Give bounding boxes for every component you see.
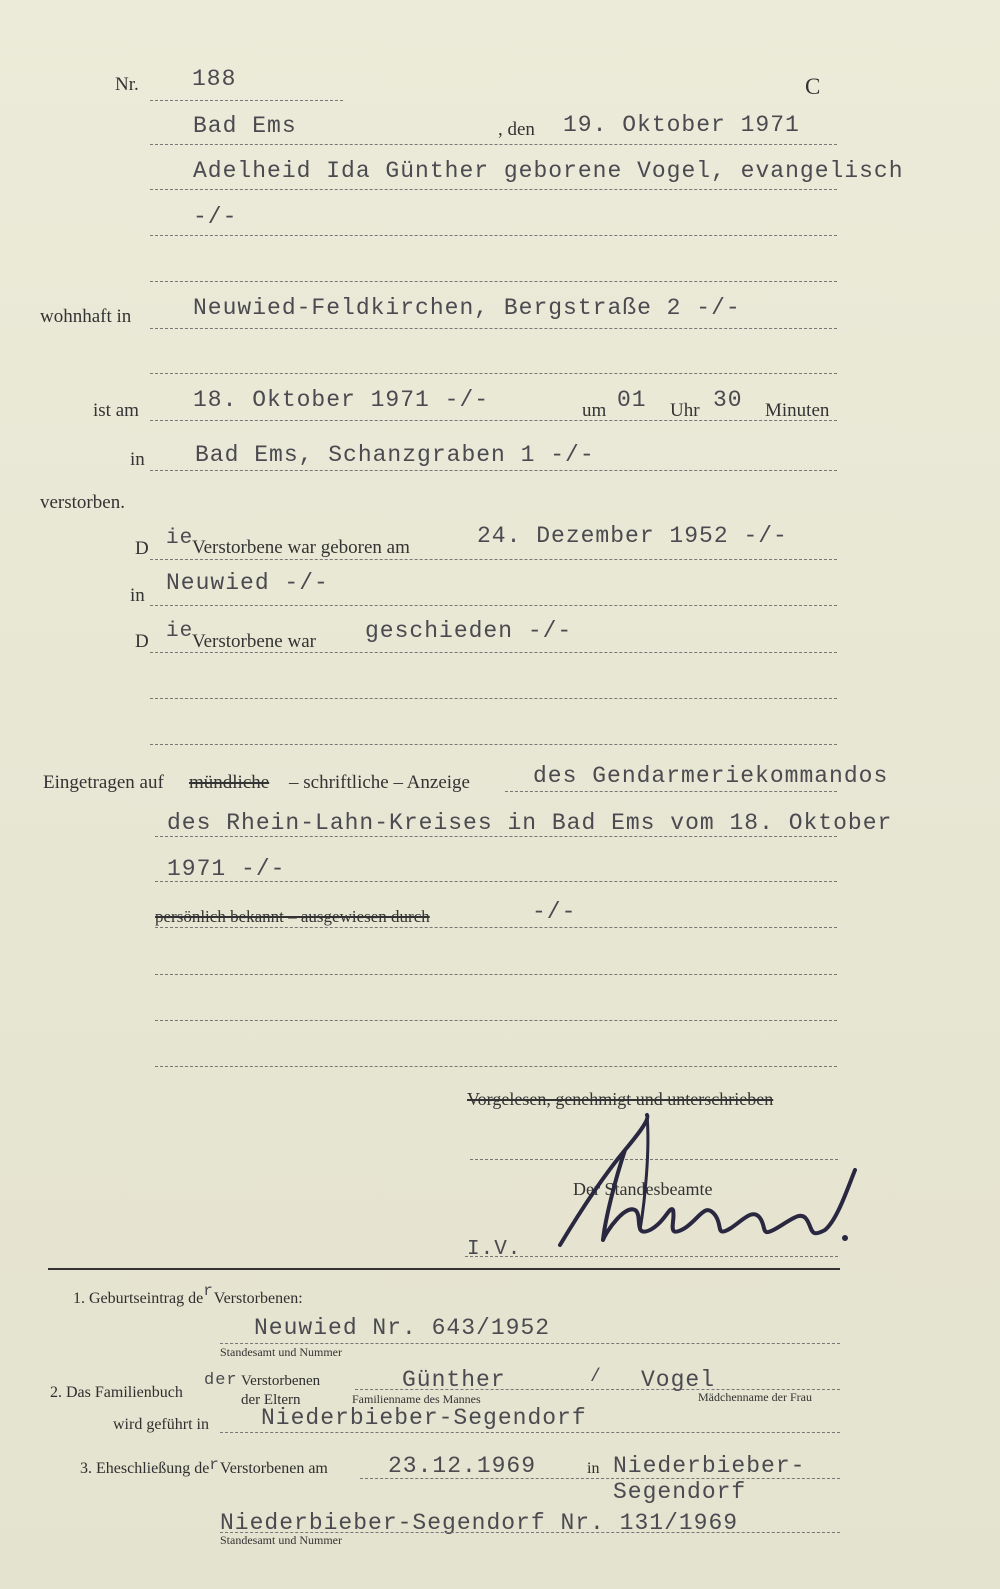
status-line-2 (150, 698, 837, 699)
birth-d-label: D (135, 538, 149, 559)
note-1-line (220, 1343, 840, 1344)
note-1-value: Neuwied Nr. 643/1952 (254, 1315, 551, 1341)
note-3-place-2: Segendorf (613, 1479, 747, 1505)
death-place: Bad Ems, Schanzgraben 1 -/- (195, 442, 595, 468)
note-2-husband: Günther (402, 1367, 506, 1393)
registration-line-1-rule (505, 791, 837, 792)
note-3-label-rest: Verstorbenen am (219, 1460, 328, 1477)
ist-am-label: ist am (93, 400, 139, 421)
birth-in-label: in (130, 585, 145, 606)
registration-label-rest: – schriftliche – Anzeige (289, 772, 470, 793)
note-1-caption: Standesamt und Nummer (220, 1345, 342, 1359)
status-line (150, 652, 837, 653)
note-1-label-rest: Verstorbenen: (213, 1290, 303, 1307)
death-in-label: in (130, 449, 145, 470)
note-2-place-line (220, 1432, 840, 1433)
blank-line-1 (155, 974, 837, 975)
note-1-label-text: 1. Geburtseintrag de (73, 1290, 204, 1307)
name-line-3 (150, 281, 837, 282)
handwritten-signature (555, 1110, 875, 1260)
note-3-r-typed: r (209, 1456, 220, 1474)
person-name: Adelheid Ida Günther geborene Vogel, evangelisch (193, 158, 904, 184)
note-2-verstorbenen: Verstorbenen (241, 1373, 321, 1389)
um-label: um (582, 400, 607, 421)
issue-place: Bad Ems (193, 113, 297, 139)
identity-line (155, 927, 837, 928)
registration-line-1: des Gendarmeriekommandos (533, 763, 889, 789)
birth-place: Neuwied -/- (166, 570, 329, 596)
registration-line-3-rule (155, 881, 837, 882)
record-number: 188 (192, 66, 237, 92)
note-2-eltern: der Eltern (241, 1392, 301, 1408)
note-1-r-typed: r (203, 1282, 214, 1300)
birth-place-line (150, 605, 837, 606)
residence-line-2 (150, 373, 837, 374)
note-3-registry: Niederbieber-Segendorf Nr. 131/1969 (220, 1510, 739, 1536)
registration-struck-word: mündliche (189, 772, 270, 793)
note-1-label (73, 1282, 303, 1308)
note-2-wird-label: wird geführt in (113, 1416, 209, 1433)
birth-date-line (150, 559, 837, 560)
note-3-label (80, 1456, 328, 1478)
iv-label: I.V. (467, 1238, 522, 1261)
identity-value: -/- (532, 899, 577, 925)
residence-label: wohnhaft in (40, 306, 132, 327)
note-3-in-label: in (587, 1460, 600, 1477)
birth-label: Verstorbene war geboren am (192, 537, 410, 558)
name-line (150, 189, 837, 190)
section-divider (48, 1268, 840, 1270)
death-date-line (150, 420, 837, 421)
nr-line (150, 100, 343, 101)
status-value: geschieden -/- (365, 618, 573, 644)
death-hour: 01 (617, 387, 647, 413)
name-continuation: -/- (193, 204, 238, 230)
identity-struck-text: persönlich bekannt – ausgewiesen durch (155, 907, 430, 926)
residence-line (150, 328, 837, 329)
note-2-slash: / (590, 1367, 602, 1387)
registration-line-3: 1971 -/- (167, 856, 286, 882)
minuten-label: Minuten (765, 400, 830, 421)
note-3-date: 23.12.1969 (388, 1453, 537, 1479)
blank-line-3 (155, 1066, 837, 1067)
death-date: 18. Oktober 1971 -/- (193, 387, 490, 413)
death-place-line (150, 470, 837, 471)
note-3-date-line (360, 1478, 840, 1479)
note-2-der: der (204, 1371, 238, 1390)
note-3-label-text: 3. Eheschließung de (80, 1460, 210, 1477)
place-date-line (150, 144, 837, 145)
attestation-struck-text: Vorgelesen, genehmigt und unterschrieben (467, 1089, 774, 1109)
status-label: Verstorbene war (192, 631, 316, 652)
status-d-label: D (135, 631, 149, 652)
note-2-label: 2. Das Familienbuch (50, 1384, 183, 1401)
registration-line-2-rule (155, 836, 837, 837)
note-2-wife: Vogel (641, 1367, 716, 1393)
birth-ie-typed: ie (166, 527, 194, 550)
issue-date: 19. Oktober 1971 (563, 112, 800, 138)
registration-label-prefix: Eingetragen auf (43, 772, 164, 793)
birth-date: 24. Dezember 1952 -/- (477, 523, 788, 549)
verstorben-label: verstorben. (40, 492, 125, 513)
death-minutes: 30 (713, 387, 743, 413)
den-label: , den (498, 119, 535, 140)
nr-label: Nr. (115, 74, 139, 95)
note-3-place-1: Niederbieber- (613, 1453, 806, 1479)
uhr-label: Uhr (670, 400, 700, 421)
note-2-fam-caption: Familienname des Mannes (352, 1392, 481, 1406)
registration-line-2: des Rhein-Lahn-Kreises in Bad Ems vom 18. Oktober (167, 810, 893, 836)
note-2-place: Niederbieber-Segendorf (261, 1405, 587, 1431)
status-line-3 (150, 744, 837, 745)
residence-value: Neuwied-Feldkirchen, Bergstraße 2 -/- (193, 295, 741, 321)
form-letter: C (805, 74, 821, 99)
blank-line-2 (155, 1020, 837, 1021)
status-ie-typed: ie (166, 620, 194, 643)
note-2-maiden-caption: Mädchenname der Frau (698, 1390, 812, 1404)
name-line-2 (150, 235, 837, 236)
official-label: Der Standesbeamte (573, 1179, 713, 1199)
note-3-caption: Standesamt und Nummer (220, 1533, 342, 1547)
